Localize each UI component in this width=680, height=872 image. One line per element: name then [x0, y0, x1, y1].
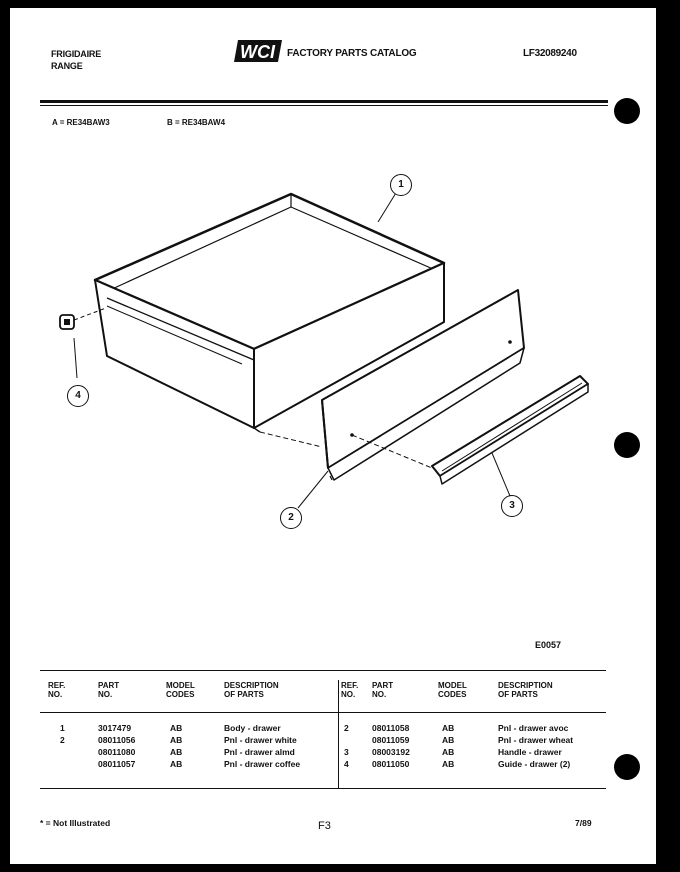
right-row-2-codes: AB — [442, 735, 455, 745]
callout-3: 3 — [501, 495, 523, 517]
table-header-rule — [40, 712, 606, 713]
left-row-2-part: 08011056 — [98, 735, 136, 745]
left-row-4-part: 08011057 — [98, 759, 136, 769]
model-a-label: A = RE34BAW3 — [52, 118, 110, 127]
left-row-1-codes: AB — [170, 723, 183, 733]
right-row-1-part: 08011058 — [372, 723, 410, 733]
catalog-date: 7/89 — [575, 818, 592, 828]
table-bottom-rule — [40, 788, 606, 789]
not-illustrated-note: * = Not Illustrated — [40, 818, 111, 828]
left-row-3-desc: Pnl - drawer almd — [224, 747, 295, 757]
left-row-1-desc: Body - drawer — [224, 723, 281, 733]
model-b-label: B = RE34BAW4 — [167, 118, 226, 127]
punch-hole-top — [614, 98, 640, 124]
header-part-no-right: PART NO. — [372, 681, 394, 699]
left-row-3-part: 08011080 — [98, 747, 136, 757]
left-row-2-codes: AB — [170, 735, 183, 745]
table-top-rule — [40, 670, 606, 671]
right-row-3-desc: Handle - drawer — [498, 747, 562, 757]
right-row-3-codes: AB — [442, 747, 455, 757]
catalog-title: FACTORY PARTS CATALOG — [287, 48, 417, 59]
catalog-number: LF32089240 — [523, 48, 577, 59]
left-row-1-part: 3017479 — [98, 723, 132, 733]
punch-hole-middle — [614, 432, 640, 458]
right-row-2-desc: Pnl - drawer wheat — [498, 735, 574, 745]
right-row-3-part: 08003192 — [372, 747, 410, 757]
left-row-3-codes: AB — [170, 747, 183, 757]
header-description-right: DESCRIPTION OF PARTS — [498, 681, 553, 699]
left-row-2-desc: Pnl - drawer white — [224, 735, 297, 745]
left-row-1-ref: 1 — [60, 723, 65, 733]
header-model-codes-right: MODEL CODES — [438, 681, 467, 699]
product-type: RANGE — [51, 61, 83, 71]
left-row-2-ref: 2 — [60, 735, 65, 745]
page-number: F3 — [318, 820, 331, 832]
left-row-4-codes: AB — [170, 759, 183, 769]
right-row-1-ref: 2 — [344, 723, 349, 733]
right-row-1-desc: Pnl - drawer avoc — [498, 723, 569, 733]
drawer-guide — [60, 315, 74, 329]
right-row-1-codes: AB — [442, 723, 455, 733]
header-description: DESCRIPTION OF PARTS — [224, 681, 279, 699]
header-ref-no-right: REF. NO. — [341, 681, 359, 699]
header-model-codes: MODEL CODES — [166, 681, 195, 699]
callout-4: 4 — [67, 385, 89, 407]
callout-2: 2 — [280, 507, 302, 529]
brand-name: FRIGIDAIRE — [51, 49, 102, 59]
logo-text: WCI — [240, 42, 275, 62]
parts-catalog-page — [10, 8, 656, 864]
right-row-4-ref: 4 — [344, 759, 349, 769]
right-row-4-part: 08011050 — [372, 759, 410, 769]
table-column-divider — [338, 680, 339, 788]
header-part-no: PART NO. — [98, 681, 120, 699]
left-row-4-desc: Pnl - drawer coffee — [224, 759, 301, 769]
figure-code: E0057 — [535, 640, 562, 650]
right-row-4-codes: AB — [442, 759, 455, 769]
right-row-2-part: 08011059 — [372, 735, 410, 745]
right-row-3-ref: 3 — [344, 747, 349, 757]
right-row-4-desc: Guide - drawer (2) — [498, 759, 571, 769]
drawer-exploded-diagram — [10, 8, 656, 628]
punch-hole-bottom — [614, 754, 640, 780]
header-ref-no: REF. NO. — [48, 681, 66, 699]
callout-1: 1 — [390, 174, 412, 196]
